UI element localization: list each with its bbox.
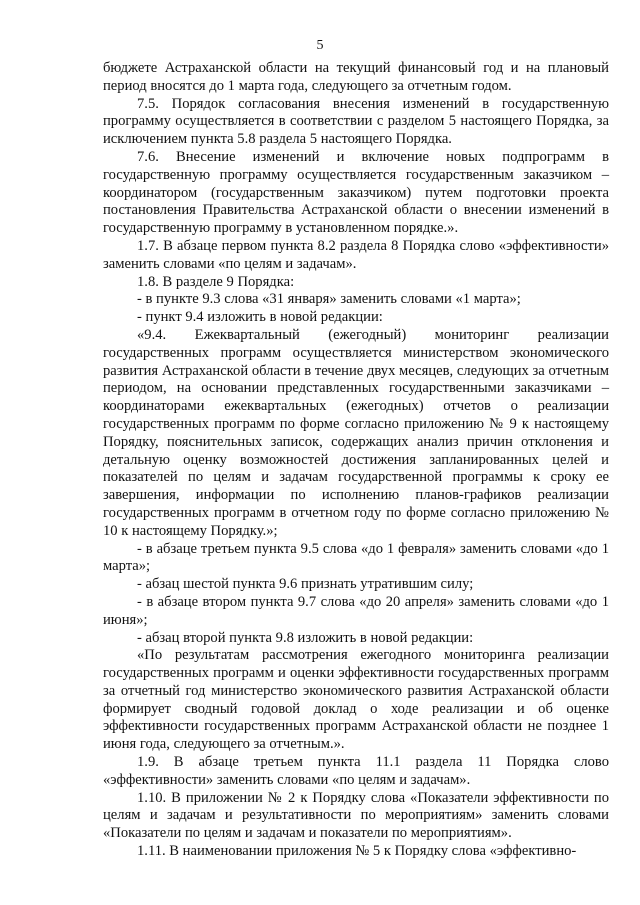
paragraph: «9.4. Ежеквартальный (ежегодный) мониторинг реализации государственных программ осуществляется министерством экономического развития Астраханской области в течение двух месяцев, следующих за отчетным периодом, на основании представленных государственными заказчиками – координаторами ежеквартальных (ежегодных) отчетов о реализации государственных программ по форме согласно приложению № 9 к настоящему Порядку, пояснительных записок, содержащих анализ причин отклонения и детальную оценку возможностей достижения запланированных целей и показателей по целям и задачам государственной программы к сроку ее завершения, информации по исполнению планов-графиков реализации государственных программ в отчетном году по форме согласно приложению № 10 к настоящему Порядку.»; — [103, 326, 609, 539]
paragraph: - в пункте 9.3 слова «31 января» заменить словами «1 марта»; — [137, 291, 521, 308]
page-number: 5 — [316, 38, 324, 53]
paragraph: - абзац второй пункта 9.8 изложить в новой редакции: — [137, 629, 474, 646]
paragraph: - пункт 9.4 изложить в новой редакции: — [137, 309, 383, 326]
paragraph: 1.7. В абзаце первом пункта 8.2 раздела 8 Порядка слово «эффективности» заменить словами «по целям и задачам». — [103, 237, 609, 272]
paragraph: 1.11. В наименовании приложения № 5 к Порядку слова «эффективно- — [137, 843, 577, 860]
paragraph: бюджете Астраханской области на текущий финансовый год и на плановый период вносятся до 1 марта года, следующего за отчетным годом. — [103, 60, 609, 94]
paragraph: 1.10. В приложении № 2 к Порядку слова «Показатели эффективности по целям и задачам и результативности по мероприятиям» заменить словами «Показатели по целям и задачам и показатели по мероприятиям». — [103, 789, 609, 842]
paragraph: 1.8. В разделе 9 Порядка: — [137, 273, 295, 290]
paragraph: - в абзаце втором пункта 9.7 слова «до 20 апреля» заменить словами «до 1 июня»; — [103, 593, 609, 628]
paragraph: 1.9. В абзаце третьем пункта 11.1 раздела 11 Порядка слово «эффективности» заменить словами «по целям и задачам». — [103, 754, 609, 788]
paragraph: «По результатам рассмотрения ежегодного мониторинга реализации государственных программ и оценки эффективности государственных программ за отчетный год министерство экономического развития Астраханской области формирует сводный годовой доклад о ходе реализации и об оценке эффективности государственных программ Астраханской области не позднее 1 июня года, следующего за отчетным.». — [103, 647, 609, 753]
paragraph: - в абзаце третьем пункта 9.5 слова «до 1 февраля» заменить словами «до 1 марта»; — [103, 540, 609, 575]
paragraph: 7.5. Порядок согласования внесения изменений в государственную программу осуществляется в соответствии с разделом 5 настоящего Порядка, за исключением пункта 5.8 раздела 5 настоящего Порядка. — [103, 95, 609, 148]
paragraph: - абзац шестой пункта 9.6 признать утратившим силу; — [137, 576, 474, 593]
paragraph: 7.6. Внесение изменений и включение новых подпрограмм в государственную программу осуществляется государственным заказчиком – координатором (государственным заказчиком) путем подготовки проекта постановления Правительства Астраханской области о внесении изменений в государственную программу в установленном порядке.». — [103, 148, 609, 237]
document-body — [103, 60, 609, 861]
